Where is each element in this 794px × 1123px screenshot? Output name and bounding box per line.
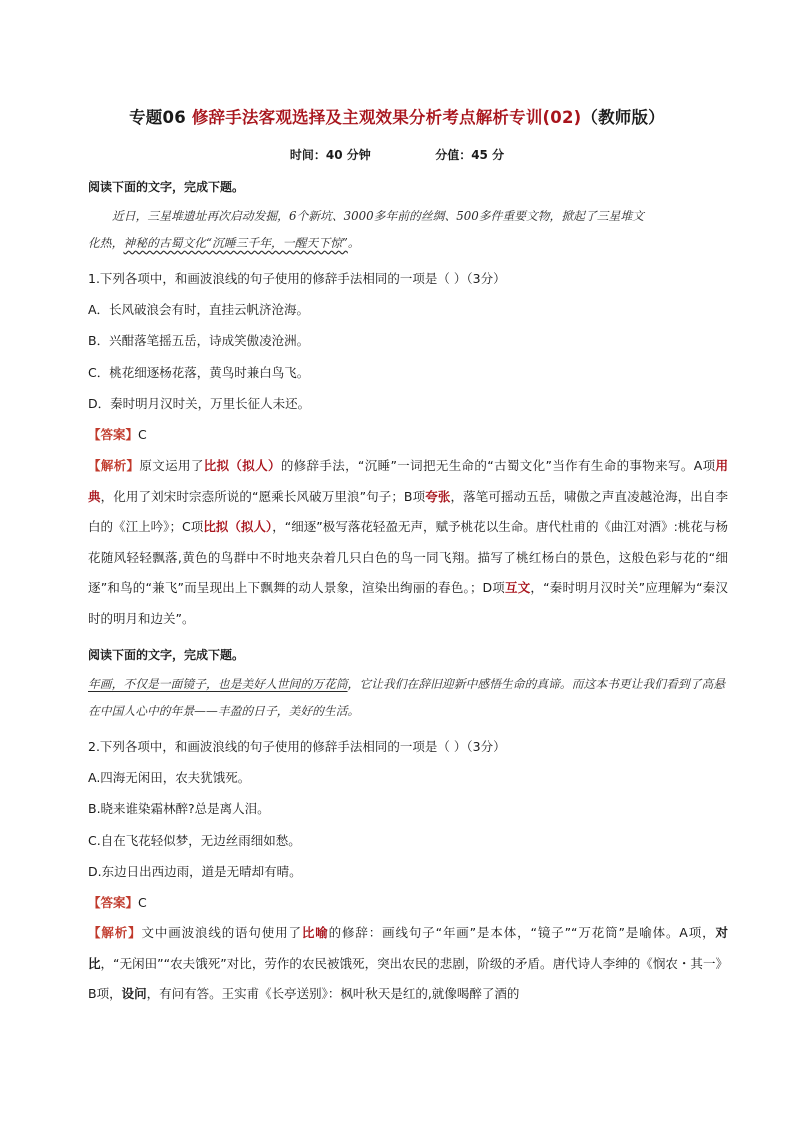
exp-text: 原文运用了 <box>139 458 204 473</box>
total-score: 分值：45 分 <box>435 148 505 162</box>
exp-keyword: 夸张 <box>425 488 451 504</box>
q2-option-c: C.自在飞花轻似梦，无边丝雨细如愁。 <box>88 833 301 848</box>
exp-text: ，“无闲田”“农夫饿死”对比，劳作的农民被饿死，突出农民的悲剧，阶级的矛盾。唐代诗人李绅的《悯农・其一》B项， <box>88 955 728 1001</box>
explanation-tag: 【解析】 <box>88 925 142 940</box>
exp-text: ，“细逐”极写落花轻盈无声，赋予桃花以生命。唐代杜甫的《曲江对酒》:桃花与杨花随风轻轻飘落,黄色的鸟群中不时地夹杂着几只白色的鸟一同飞翔。描写了桃红杨白的景色，这般色彩与花的“细逐”和鸟的“兼飞”而呈现出上下飘舞的动人景象，渲染出绚丽的春色。；D项 <box>88 519 728 595</box>
exp-text: ，化用了刘宋时宗悫所说的“愿乘长风破万里浪”句子；B项 <box>100 488 426 504</box>
answer-tag: 【答案】 <box>88 895 139 910</box>
passage-rest: ，它让我们在辞旧迎新中感悟生命的真谛。而这本书更让我们看到了高悬在中国人心中的年景——丰盈的日子，美好的生活。 <box>88 677 726 718</box>
exp-keyword: 比拟（拟人） <box>203 519 273 534</box>
exp-text: ，“秦时明月汉时关”应理解为“秦汉时的明月和边关”。 <box>88 580 728 626</box>
exp-text: ，有问有答。王实甫《长亭送别》：枫叶秋天是红的,就像喝醉了酒的 <box>146 986 520 1001</box>
passage-end: 。 <box>347 236 360 250</box>
title-prefix: 专题06 <box>129 108 186 127</box>
question-1-stem: 1.下列各项中，和画波浪线的句子使用的修辞手法相同的一项是（ ）（3分） <box>88 271 506 286</box>
q2-option-a: A.四海无闲田，农夫犹饿死。 <box>88 770 251 785</box>
answer-tag: 【答案】 <box>88 427 139 442</box>
underlined-sentence: 年画，不仅是一面镜子，也是美好人世间的万花筒 <box>88 677 348 691</box>
exp-keyword: 设问 <box>121 986 147 1001</box>
exp-keyword: 用典 <box>88 458 728 504</box>
q1-option-b: B．兴酣落笔摇五岳，诗成笑傲凌沧洲。 <box>88 333 310 348</box>
section1-passage-line2 <box>88 230 728 257</box>
time-limit: 时间：40 分钟 <box>289 148 371 162</box>
q1-option-d: D．秦时明月汉时关，万里长征人未还。 <box>88 396 311 411</box>
q2-option-d: D.东边日出西边雨，道是无晴却有晴。 <box>88 864 302 879</box>
answer-value: C <box>138 895 147 910</box>
answer-value: C <box>138 427 147 442</box>
section1-passage-line1: 近日，三星堆遗址再次启动发掘，6个新坑、3000多年前的丝绸、500多件重要文物，掀起了三星堆文 <box>112 209 644 223</box>
passage-plain: 化热， <box>88 236 124 250</box>
section2-heading: 阅读下面的文字，完成下题。 <box>88 648 245 662</box>
exam-meta <box>0 146 794 163</box>
exp-keyword: 对比 <box>88 925 728 971</box>
q2-answer <box>88 887 728 918</box>
exp-text: ，落笔可摇动五岳，啸傲之声直凌越沧海，出自李白的《江上吟》；C项 <box>88 488 728 534</box>
q1-answer <box>88 419 728 450</box>
q1-explanation <box>88 451 728 634</box>
exp-text: 的修辞：画线句子“年画”是本体，“镜子”“万花筒”是喻体。A项， <box>328 925 716 940</box>
title-main: 修辞手法客观选择及主观效果分析考点解析专训(02) <box>191 108 582 127</box>
explanation-tag: 【解析】 <box>88 458 140 473</box>
exp-keyword: 互文 <box>505 580 531 595</box>
exp-text: 文中画波浪线的语句使用了 <box>141 925 302 940</box>
wavy-sentence: 神秘的古蜀文化“沉睡三千年，一醒天下惊” <box>123 236 348 250</box>
question-2-stem: 2.下列各项中，和画波浪线的句子使用的修辞手法相同的一项是（ ）（3分） <box>88 739 506 754</box>
section2-passage <box>88 671 728 725</box>
section1-heading: 阅读下面的文字，完成下题。 <box>88 180 245 194</box>
q2-option-b: B.晓来谁染霜林醉?总是离人泪。 <box>88 801 270 816</box>
q1-option-c: C．桃花细逐杨花落，黄鸟时兼白鸟飞。 <box>88 365 310 380</box>
title-suffix: （教师版） <box>581 108 665 127</box>
exp-text: 的修辞手法，“沉睡”一词把无生命的“古蜀文化”当作有生命的事物来写。A项 <box>280 458 716 473</box>
q2-explanation <box>88 918 728 1010</box>
exp-keyword: 比喻 <box>301 925 329 940</box>
section1-passage <box>88 203 728 257</box>
q1-option-a: A．长风破浪会有时，直挂云帆济沧海。 <box>88 302 310 317</box>
page-title <box>0 104 794 128</box>
exp-keyword: 比拟（拟人） <box>203 458 281 473</box>
